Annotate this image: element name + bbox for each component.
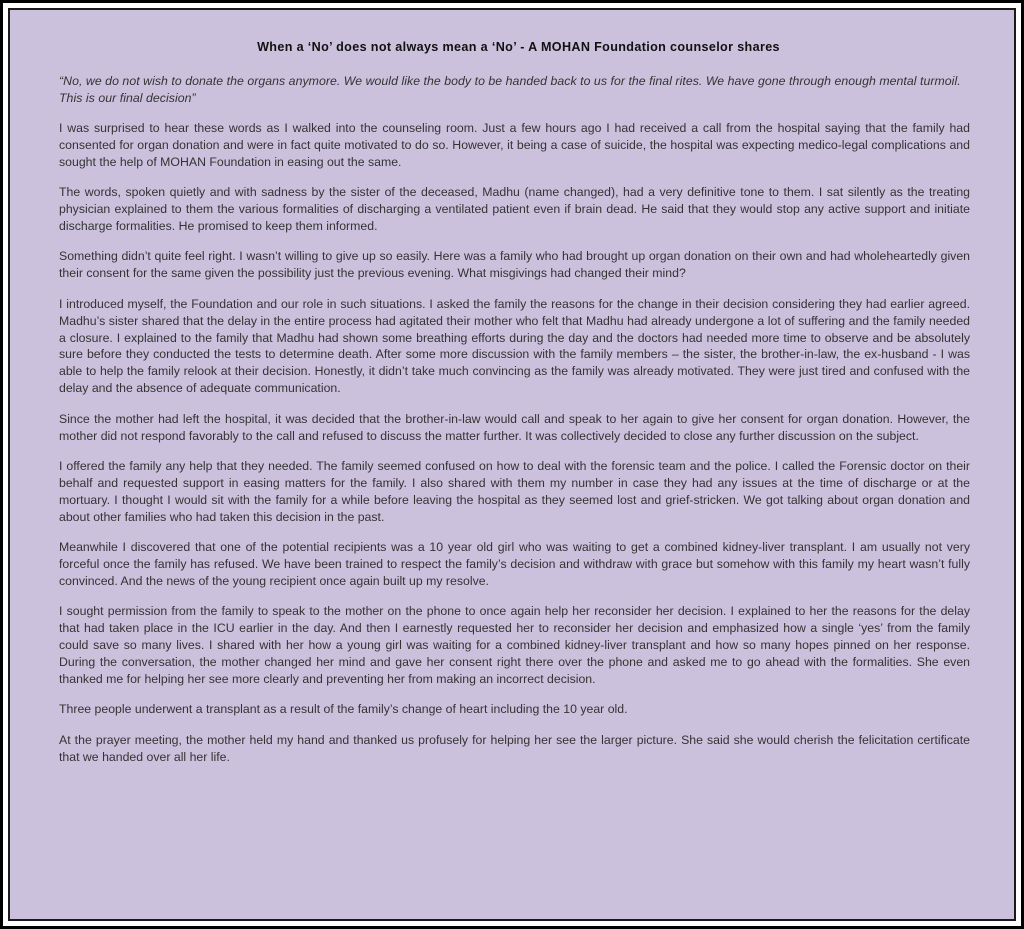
article-quote: “No, we do not wish to donate the organs anymore. We would like the body to be handed back to us for the final rites. We have gone through enough mental turmoil. This is our final decision” <box>59 74 961 105</box>
article-paragraph: Since the mother had left the hospital, it was decided that the brother-in-law would call and speak to her again to give her consent for organ donation. However, the mother did not respond favorably to the call and refused to discuss the matter further. It was collectively decided to close any further discussion on the subject. <box>59 411 970 443</box>
article-title: When a ‘No’ does not always mean a ‘No’ - A MOHAN Foundation counselor shares <box>257 40 780 54</box>
article-paragraph: At the prayer meeting, the mother held my hand and thanked us profusely for helping her see the larger picture. She said she would cherish the felicitation certificate that we handed over all her life. <box>59 732 970 764</box>
article-paragraph: I introduced myself, the Foundation and our role in such situations. I asked the family the reasons for the change in their decision considering they had earlier agreed. Madhu’s sister shared that the delay in the entire process had agitated their mother who felt that Madhu had already undergone a lot of suffering and the family needed a closure. I explained to the family that Madhu had shown some breathing efforts during the day and the doctors had needed more time to observe and be absolutely sure before they conducted the tests to determine death. After some more discussion with the family members – the sister, the brother-in-law, the ex-husband - I was able to help the family relook at their decision. Honestly, it didn’t take much convincing as the family was already motivated. They were just tired and confused with the delay and the absence of adequate communication. <box>59 296 970 396</box>
article-panel <box>8 8 1016 921</box>
article-paragraph: I was surprised to hear these words as I walked into the counseling room. Just a few hours ago I had received a call from the hospital saying that the family had consented for organ donation and were in fact quite motivated to do so. However, it being a case of suicide, the hospital was expecting medico-legal complications and sought the help of MOHAN Foundation in easing out the same. <box>59 121 970 169</box>
article-paragraph: I offered the family any help that they needed. The family seemed confused on how to deal with the forensic team and the police. I called the Forensic doctor on their behalf and requested support in easing matters for the family. I also shared with them my number in case they had any issues at the time of discharge or at the mortuary. I thought I would sit with the family for a while before leaving the hospital as they seemed lost and grief-stricken. We got talking about organ donation and about other families who had taken this decision in the past. <box>59 459 970 524</box>
article-paragraph: The words, spoken quietly and with sadness by the sister of the deceased, Madhu (name changed), had a very definitive tone to them. I sat silently as the treating physician explained to them the various formalities of discharging a ventilated patient even if brain dead. He said that they would stop any active support and initiate discharge formalities. He promised to keep them informed. <box>59 185 970 234</box>
article-paragraph: Something didn’t quite feel right. I wasn’t willing to give up so easily. Here was a family who had brought up organ donation on their own and had wholeheartedly given their consent for the same given the possibility just the previous evening. What misgivings had changed their mind? <box>59 249 970 281</box>
article-paragraph: Meanwhile I discovered that one of the potential recipients was a 10 year old girl who was waiting to get a combined kidney-liver transplant. I am usually not very forceful once the family has refused. We have been trained to respect the family’s decision and withdraw with grace but somehow with this family my heart wasn’t fully convinced. And the news of the young recipient once again built up my resolve. <box>59 540 970 588</box>
article-paragraph: Three people underwent a transplant as a result of the family’s change of heart including the 10 year old. <box>59 702 628 717</box>
article-paragraph: I sought permission from the family to speak to the mother on the phone to once again help her reconsider her decision. I explained to her the reasons for the delay that had taken place in the ICU earlier in the day. And then I earnestly requested her to reconsider her decision and emphasized how a single ‘yes’ from the family could save so many lives. I shared with her how a young girl was waiting for a combined kidney-liver transplant and how so many hopes pinned on her response. During the conversation, the mother changed her mind and gave her consent right there over the phone and asked me to go ahead with the formalities. She even thanked me for helping her see more clearly and preventing her from making an incorrect decision. <box>59 604 970 686</box>
